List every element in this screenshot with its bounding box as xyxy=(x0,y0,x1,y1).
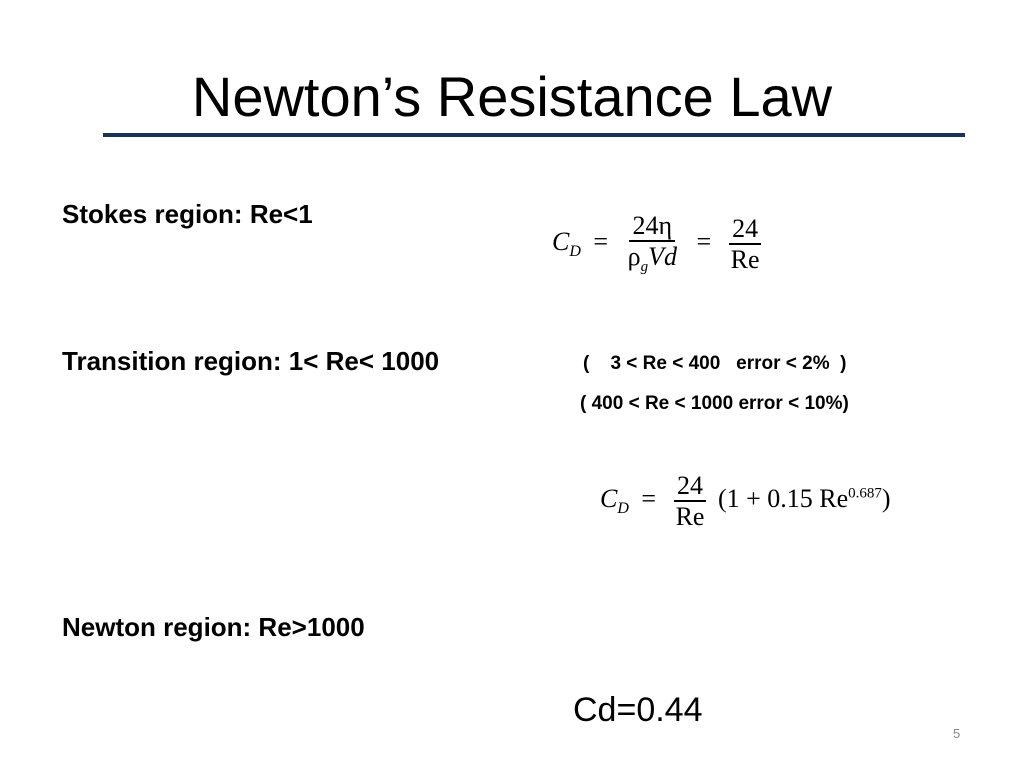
transition-note-line-1: ( 3 < Re < 400 error < 2% ) xyxy=(583,353,847,374)
transition-equation xyxy=(600,472,891,531)
cd-symbol: $C_D$ xyxy=(552,227,581,261)
slide-title-text: Newton’s Resistance Law xyxy=(191,65,833,128)
stokes-equation xyxy=(552,212,767,276)
transition-fraction xyxy=(673,472,708,531)
newton-region-label: Newton region: Re>1000 xyxy=(62,612,365,642)
fraction-numerator: 24 xyxy=(674,472,706,502)
equals-sign: = xyxy=(593,227,609,257)
correction-term: (1 + 0.15 $Re^{0.687}$) xyxy=(717,484,891,514)
fraction-denominator: Re xyxy=(675,502,705,532)
page-number: 5 xyxy=(953,726,961,741)
equals-sign: = xyxy=(696,227,712,257)
fraction-numerator: 24η xyxy=(629,212,675,242)
stokes-region-label: Stokes region: Re<1 xyxy=(62,199,313,229)
fraction-numerator: 24 xyxy=(729,215,761,245)
stokes-fraction-1 xyxy=(625,212,680,276)
title-underline xyxy=(103,133,965,137)
fraction-denominator: Re xyxy=(730,245,760,275)
stokes-fraction-2 xyxy=(728,215,763,274)
transition-note-line-2: ( 400 < Re < 1000 error < 10%) xyxy=(580,393,849,414)
fraction-denominator: $\rho_gVd$ xyxy=(627,242,677,276)
cd-symbol: $C_D$ xyxy=(600,484,629,518)
exponent: 0.687 xyxy=(848,485,882,502)
drag-coefficient-result: Cd=0.44 xyxy=(573,691,703,729)
transition-region-label: Transition region: 1< Re< 1000 xyxy=(62,346,440,376)
slide-title xyxy=(0,62,1024,132)
equals-sign: = xyxy=(641,484,657,514)
